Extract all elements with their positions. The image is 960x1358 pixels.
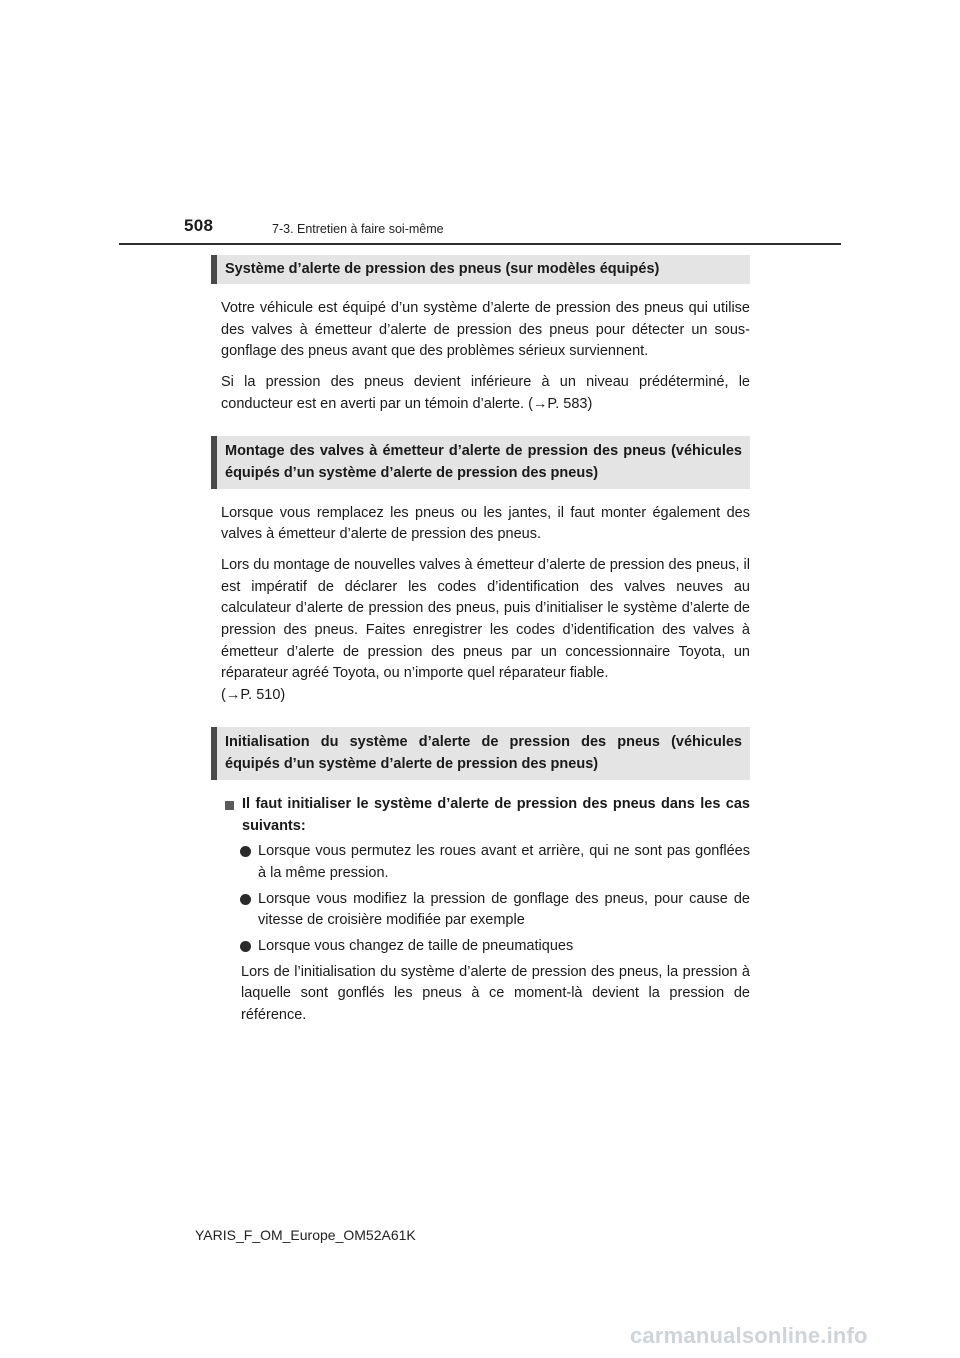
bullet-dot-icon (240, 941, 251, 952)
section-heading-tpws: Système d’alerte de pression des pneus (sur modèles équipés) (211, 255, 750, 284)
list-item (240, 936, 750, 958)
list-item-text: Lorsque vous changez de taille de pneumatiques (258, 938, 574, 955)
paragraph: Votre véhicule est équipé d’un système d’alerte de pression des pneus qui utilise des valves à émetteur d’alerte de pression des pneus pour détecter un sous-gonflage des pneus avant que des problèmes sérieux surviennent. (221, 300, 750, 360)
running-header-section: 7-3. Entretien à faire soi-même (272, 222, 444, 236)
page-number: 508 (184, 216, 214, 235)
bullet-dot-icon (240, 894, 251, 905)
section-heading-initialisation: Initialisation du système d’alerte de pression des pneus (véhicules équipés d’un système d’alerte de pression des pneus) (211, 727, 750, 780)
document-code: YARIS_F_OM_Europe_OM52A61K (195, 1227, 416, 1243)
page-reference: (→P. 510) (221, 687, 286, 704)
subheading-text: Il faut initialiser le système d’alerte de pression des pneus dans les cas suivants: (242, 795, 750, 834)
watermark: carmanualsonline.info (630, 1323, 868, 1348)
paragraph: Lorsque vous remplacez les pneus ou les jantes, il faut monter également des valves à émetteur d’alerte de pression des pneus. (221, 504, 750, 543)
paragraph: Lors de l’initialisation du système d’alerte de pression des pneus, la pression à laquelle sont gonflés les pneus à ce moment-là devient la pression de référence. (241, 963, 750, 1024)
paragraph: Si la pression des pneus devient inférieure à un niveau prédéterminé, le conducteur est en averti par un témoin d’alerte. (→P. 583) (221, 374, 750, 412)
list-item-text: Lorsque vous permutez les roues avant et arrière, qui ne sont pas gonflées à la même pression. (258, 843, 750, 881)
bullet-dot-icon (240, 846, 251, 857)
list-item (240, 889, 750, 932)
list-item (240, 841, 750, 884)
subheading (225, 794, 750, 837)
paragraph: Lors du montage de nouvelles valves à émetteur d’alerte de pression des pneus, il est impératif de déclarer les codes d’identification des valves neuves au calculateur d’alerte de pression des pneus, puis d’initialiser le système d’alerte de pression des pneus. Faites enregistrer les codes d’identification des valves à émetteur d’alerte de pression des pneus par un concessionnaire Toyota, un réparateur agréé Toyota, ou n’importe quel réparateur fiable. (221, 556, 750, 682)
header-divider (119, 243, 841, 245)
list-item-text: Lorsque vous modifiez la pression de gonflage des pneus, pour cause de vitesse de croisière modifiée par exemple (258, 890, 750, 929)
square-bullet-icon (225, 801, 234, 810)
page-content (211, 255, 750, 1027)
section-heading-valve-mounting: Montage des valves à émetteur d’alerte de pression des pneus (véhicules équipés d’un système d’alerte de pression des pneus) (211, 436, 750, 489)
